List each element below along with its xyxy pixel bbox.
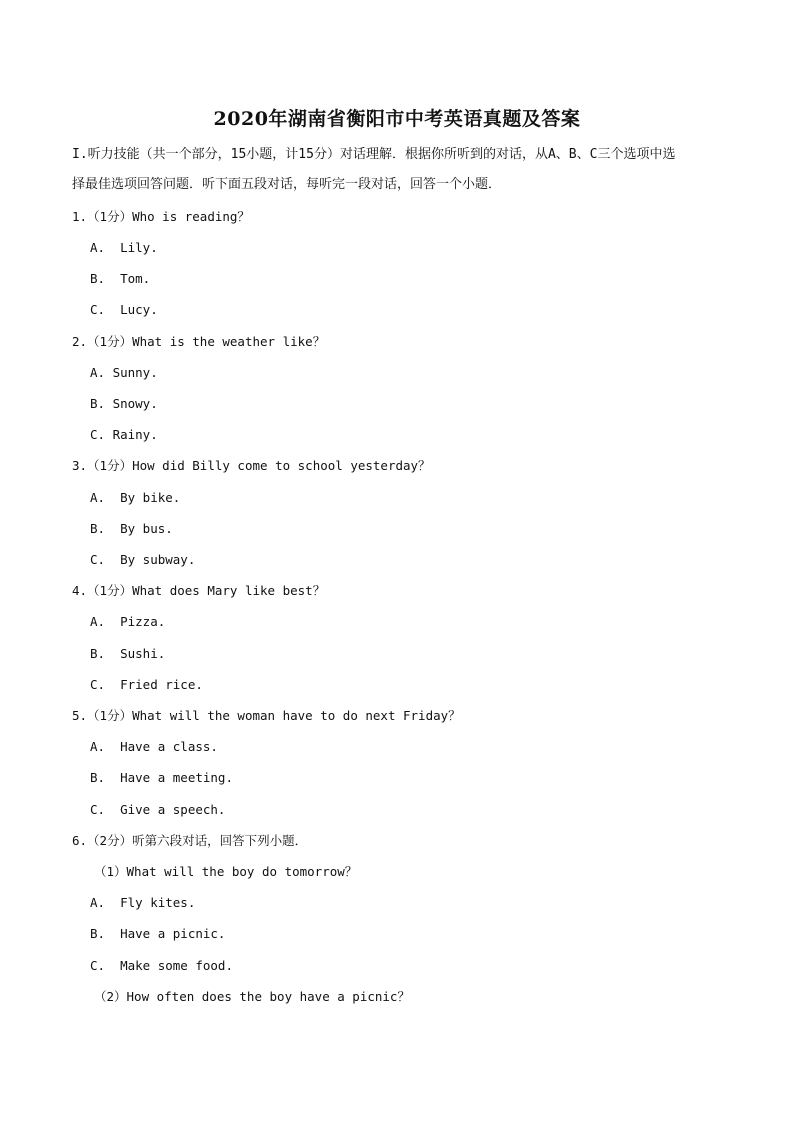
question-2-option-c: C. Rainy. [90, 427, 158, 442]
question-4-stem: 4.（1分）What does Mary like best？ [72, 583, 326, 598]
section-instructions-line-2: 择最佳选项回答问题．听下面五段对话，每听完一段对话，回答一个小题． [72, 177, 502, 192]
question-6-2-stem: （2）How often does the boy have a picnic？ [94, 989, 410, 1004]
question-3-option-c: C. By subway. [90, 552, 196, 567]
page-title: 2020年湖南省衡阳市中考英语真题及答案 [213, 108, 581, 130]
question-4-option-c: C. Fried rice. [90, 677, 203, 692]
question-1-option-b: B. Tom. [90, 271, 151, 286]
question-6-stem: 6.（2分）听第六段对话，回答下列小题． [72, 833, 308, 848]
question-3-stem: 3.（1分）How did Billy come to school yesterday？ [72, 458, 431, 473]
question-2-option-b: B. Snowy. [90, 396, 158, 411]
question-1-option-a: A. Lily. [90, 240, 158, 255]
question-5-option-a: A. Have a class. [90, 739, 218, 754]
question-3-option-b: B. By bus. [90, 521, 173, 536]
question-6-1-option-a: A. Fly kites. [90, 895, 196, 910]
question-4-option-b: B. Sushi. [90, 646, 166, 661]
question-6-1-option-b: B. Have a picnic. [90, 926, 226, 941]
question-2-stem: 2.（1分）What is the weather like？ [72, 334, 326, 349]
question-2-option-a: A. Sunny. [90, 365, 158, 380]
question-1-option-c: C. Lucy. [90, 302, 158, 317]
question-1-stem: 1.（1分）Who is reading？ [72, 209, 250, 224]
question-5-option-c: C. Give a speech. [90, 802, 226, 817]
question-5-stem: 5.（1分）What will the woman have to do next Friday？ [72, 708, 461, 723]
question-6-1-stem: （1）What will the boy do tomorrow？ [94, 864, 358, 879]
question-6-1-option-c: C. Make some food. [90, 958, 233, 973]
question-5-option-b: B. Have a meeting. [90, 770, 233, 785]
question-4-option-a: A. Pizza. [90, 614, 166, 629]
question-3-option-a: A. By bike. [90, 490, 181, 505]
section-instructions-line-1: I.听力技能（共一个部分，15小题，计15分）对话理解．根据你所听到的对话，从A、B、C三个选项中选 [72, 147, 676, 162]
